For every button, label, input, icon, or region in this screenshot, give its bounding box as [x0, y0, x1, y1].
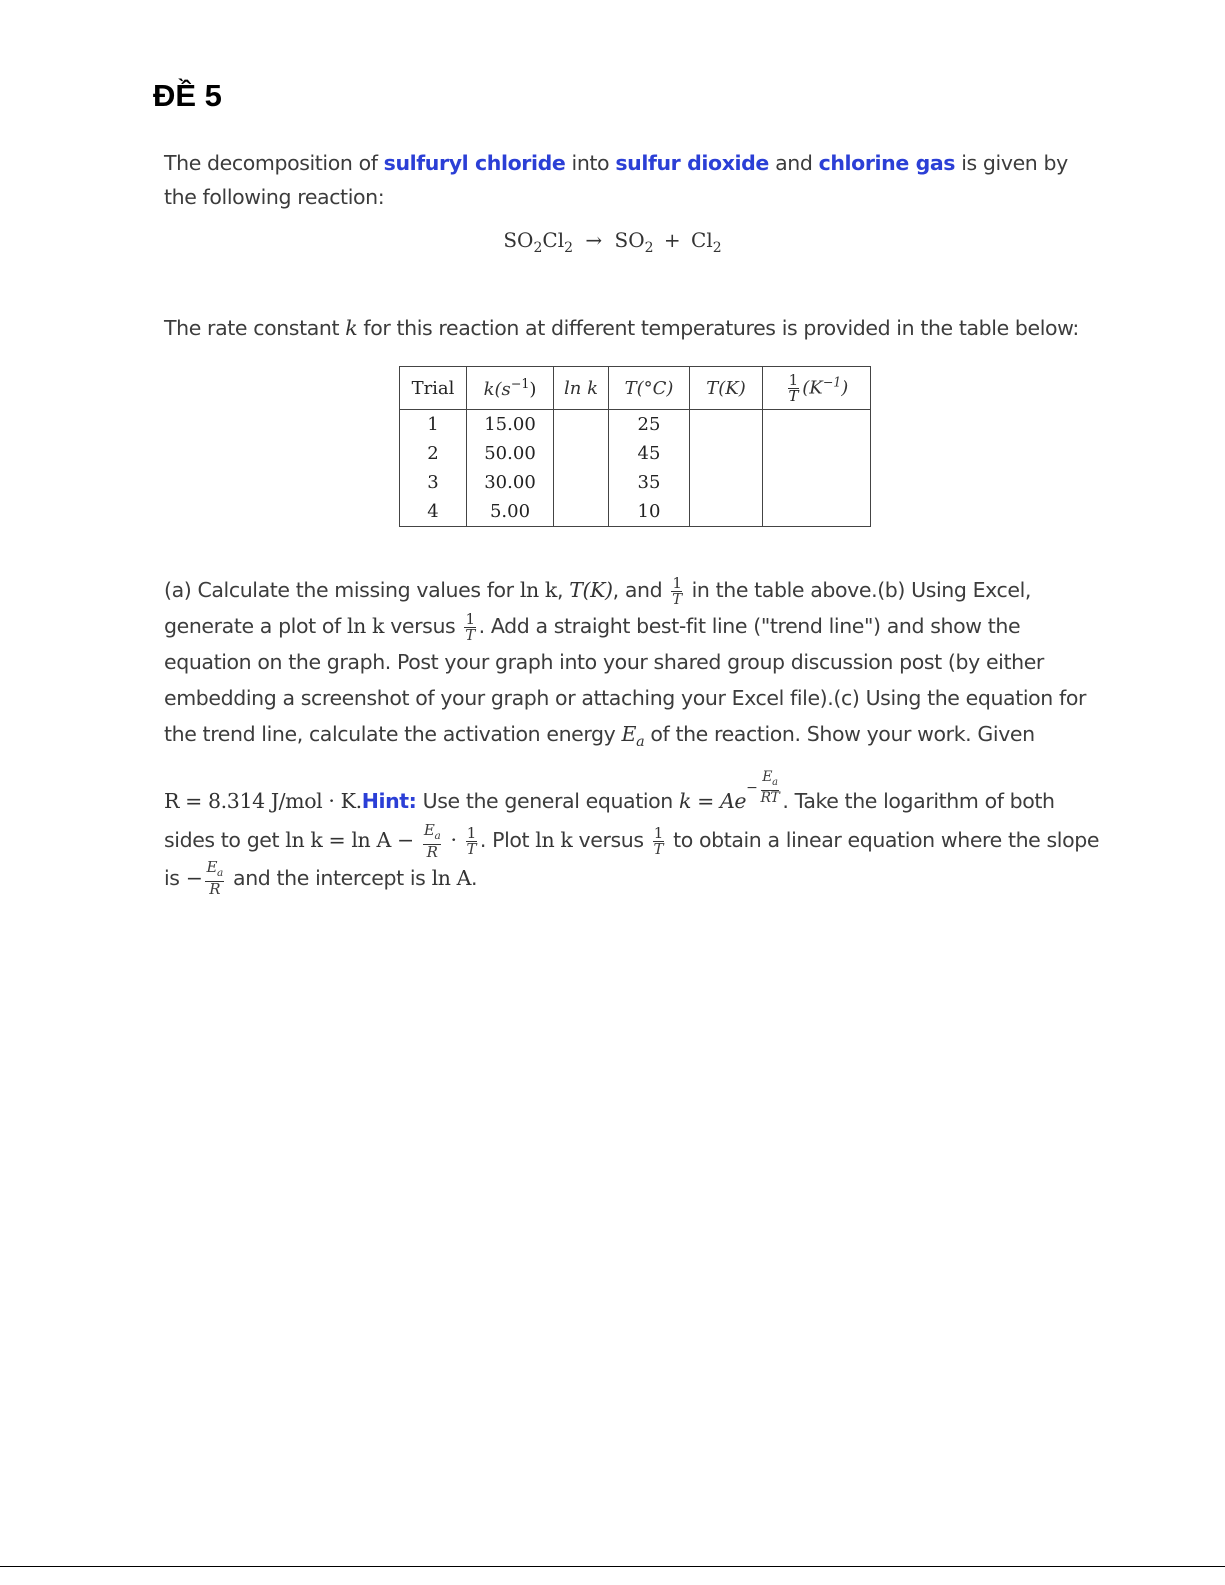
- frac-den: T: [788, 386, 799, 405]
- header-trial: Trial: [400, 367, 467, 410]
- table-row: [400, 410, 871, 440]
- header-inv-close: ): [841, 377, 849, 398]
- intro-text: The decomposition of: [164, 151, 378, 175]
- frac-ea: E: [762, 769, 773, 786]
- cell-tk: [690, 497, 763, 527]
- q-text: and the intercept is: [233, 865, 426, 890]
- fraction-one-over-t: [671, 573, 682, 608]
- cell-tk: [690, 468, 763, 497]
- table-header-row: [400, 367, 871, 410]
- intro-text: and: [775, 151, 813, 175]
- cell-tc: 10: [609, 497, 690, 527]
- table-intro-text: The rate constant: [164, 316, 340, 340]
- fraction-one-over-t: [788, 370, 800, 405]
- highlight-sulfuryl-chloride: sulfuryl chloride: [383, 151, 566, 175]
- math-ea: E: [621, 722, 637, 746]
- q-text: . Add a straight best-fit line ("trend line") and show the equation on the graph. Post your graph into your shared group discussion post (by either embedding a screenshot of your graph or attaching your Excel file).(c) Using the equation for the trend line, calculate the activation energy: [164, 614, 1086, 746]
- frac-num: 1: [788, 370, 799, 389]
- exp-minus: −: [746, 780, 758, 797]
- math-lnk: ln k: [346, 614, 385, 638]
- header-lnk: [554, 367, 609, 410]
- subscript: 2: [533, 240, 543, 256]
- hint-label: Hint:: [361, 789, 417, 814]
- cell-inv: [763, 497, 871, 527]
- questions-paragraph: [164, 572, 1104, 897]
- table-row: [400, 439, 871, 468]
- reaction-arrow: →: [585, 228, 603, 252]
- frac-den: T: [672, 589, 682, 608]
- cell-tc: 35: [609, 468, 690, 497]
- frac-num: 1: [672, 573, 682, 592]
- q-text: to obtain a linear equation where the slope is: [164, 828, 1100, 890]
- subscript: 2: [644, 240, 654, 256]
- cell-lnk: [554, 497, 609, 527]
- frac-num: [205, 860, 223, 882]
- q-text: versus: [578, 828, 644, 853]
- table-row: [400, 497, 871, 527]
- header-tk: [690, 367, 763, 410]
- reaction-equation: [0, 228, 1225, 256]
- fraction-one-over-t: [464, 609, 475, 644]
- header-tc: [609, 367, 690, 410]
- math-lna: ln A: [431, 865, 472, 890]
- cell-lnk: [554, 468, 609, 497]
- q-text: (a) Calculate the missing values for: [164, 578, 514, 602]
- frac-num: 1: [653, 823, 663, 842]
- cell-trial: 1: [400, 410, 467, 440]
- header-k-text: k(s: [483, 379, 511, 400]
- math-ln-equation: ln k = ln A −: [285, 828, 414, 853]
- frac-num: 1: [466, 823, 476, 842]
- q-text: versus: [390, 614, 456, 638]
- q-text: . Take the logarithm of both sides to get: [164, 789, 1055, 853]
- frac-ea-sub: a: [772, 776, 778, 788]
- frac-num: [761, 770, 780, 791]
- header-inv-unit: (K: [802, 377, 823, 398]
- highlight-chlorine-gas: chlorine gas: [818, 151, 956, 175]
- subscript: 2: [564, 240, 574, 256]
- frac-den: T: [653, 839, 664, 858]
- intro-text: is given by the following reaction:: [164, 151, 1068, 209]
- cell-inv: [763, 410, 871, 440]
- frac-den: R: [426, 842, 438, 861]
- header-k: [467, 367, 554, 410]
- frac-ea: E: [206, 858, 218, 877]
- q-text: in the table above.(b) Using Excel, generate a plot of: [164, 578, 1032, 638]
- frac-den: RT: [760, 789, 780, 806]
- highlight-sulfur-dioxide: sulfur dioxide: [615, 151, 769, 175]
- header-tc-text: T(°C): [624, 377, 674, 399]
- fraction-one-over-t: [653, 823, 664, 858]
- frac-den: R: [209, 880, 221, 899]
- cell-tc: 25: [609, 410, 690, 440]
- product-cl2: Cl: [691, 228, 713, 252]
- header-tk-text: T(K): [706, 377, 746, 399]
- q-text: , and: [612, 578, 663, 602]
- cell-inv: [763, 468, 871, 497]
- math-dot: ·: [450, 828, 457, 853]
- math-ea-sub: a: [636, 734, 645, 751]
- table-intro: [164, 311, 1124, 345]
- header-k-exp: −1: [510, 376, 530, 391]
- page-title: ĐỀ 5: [153, 78, 222, 113]
- cell-k: 15.00: [467, 410, 554, 440]
- intro-paragraph: [164, 146, 1104, 214]
- rate-table: [399, 366, 871, 527]
- cell-tk: [690, 439, 763, 468]
- cell-tk: [690, 410, 763, 440]
- frac-num: 1: [465, 609, 475, 628]
- cell-inv: [763, 439, 871, 468]
- frac-ea-sub: a: [217, 867, 223, 880]
- product-so2: SO: [614, 228, 645, 252]
- math-minus: −: [185, 865, 203, 890]
- header-lnk-text: ln k: [564, 377, 598, 399]
- intro-text: into: [571, 151, 610, 175]
- table-row: [400, 468, 871, 497]
- frac-den: T: [466, 839, 477, 858]
- q-text: Use the general equation: [422, 789, 673, 814]
- subscript: 2: [712, 240, 722, 256]
- header-inverse-t: [763, 367, 871, 410]
- frac-den: T: [465, 625, 475, 644]
- cell-k: 30.00: [467, 468, 554, 497]
- frac-ea-sub: a: [434, 829, 441, 842]
- cell-k: 5.00: [467, 497, 554, 527]
- exponent: [746, 770, 782, 806]
- header-inv-exp: −1: [822, 374, 842, 389]
- reactant-so: SO: [503, 228, 534, 252]
- table-intro-text: for this reaction at different temperatures is provided in the table below:: [363, 316, 1079, 340]
- fraction-ea-over-r: [205, 860, 223, 897]
- header-k-close: ): [529, 379, 537, 400]
- plus-sign: +: [663, 228, 681, 252]
- reactant-cl: Cl: [542, 228, 565, 252]
- var-k: k: [345, 316, 358, 340]
- q-text: of the reaction. Show your work. Given: [650, 722, 1035, 746]
- fraction-ea-over-rt: [761, 770, 780, 806]
- math-r-constant: R = 8.314 J/mol · K.: [164, 789, 362, 814]
- cell-tc: 45: [609, 439, 690, 468]
- frac-num: [423, 820, 441, 845]
- cell-trial: 2: [400, 439, 467, 468]
- fraction-one-over-t: [466, 823, 477, 858]
- cell-trial: 3: [400, 468, 467, 497]
- math-arrhenius: k = Ae: [679, 789, 747, 814]
- math-tk: T(K): [569, 578, 613, 602]
- q-text: .: [471, 865, 478, 890]
- page-bottom-rule: [0, 1566, 1225, 1567]
- cell-k: 50.00: [467, 439, 554, 468]
- q-text: . Plot: [479, 828, 530, 853]
- frac-ea: E: [423, 820, 435, 839]
- cell-lnk: [554, 439, 609, 468]
- math-lnk: ln k: [535, 828, 573, 853]
- math-lnk: ln k: [519, 578, 557, 602]
- fraction-ea-over-r: [423, 820, 441, 861]
- cell-lnk: [554, 410, 609, 440]
- q-text: ,: [556, 578, 564, 602]
- cell-trial: 4: [400, 497, 467, 527]
